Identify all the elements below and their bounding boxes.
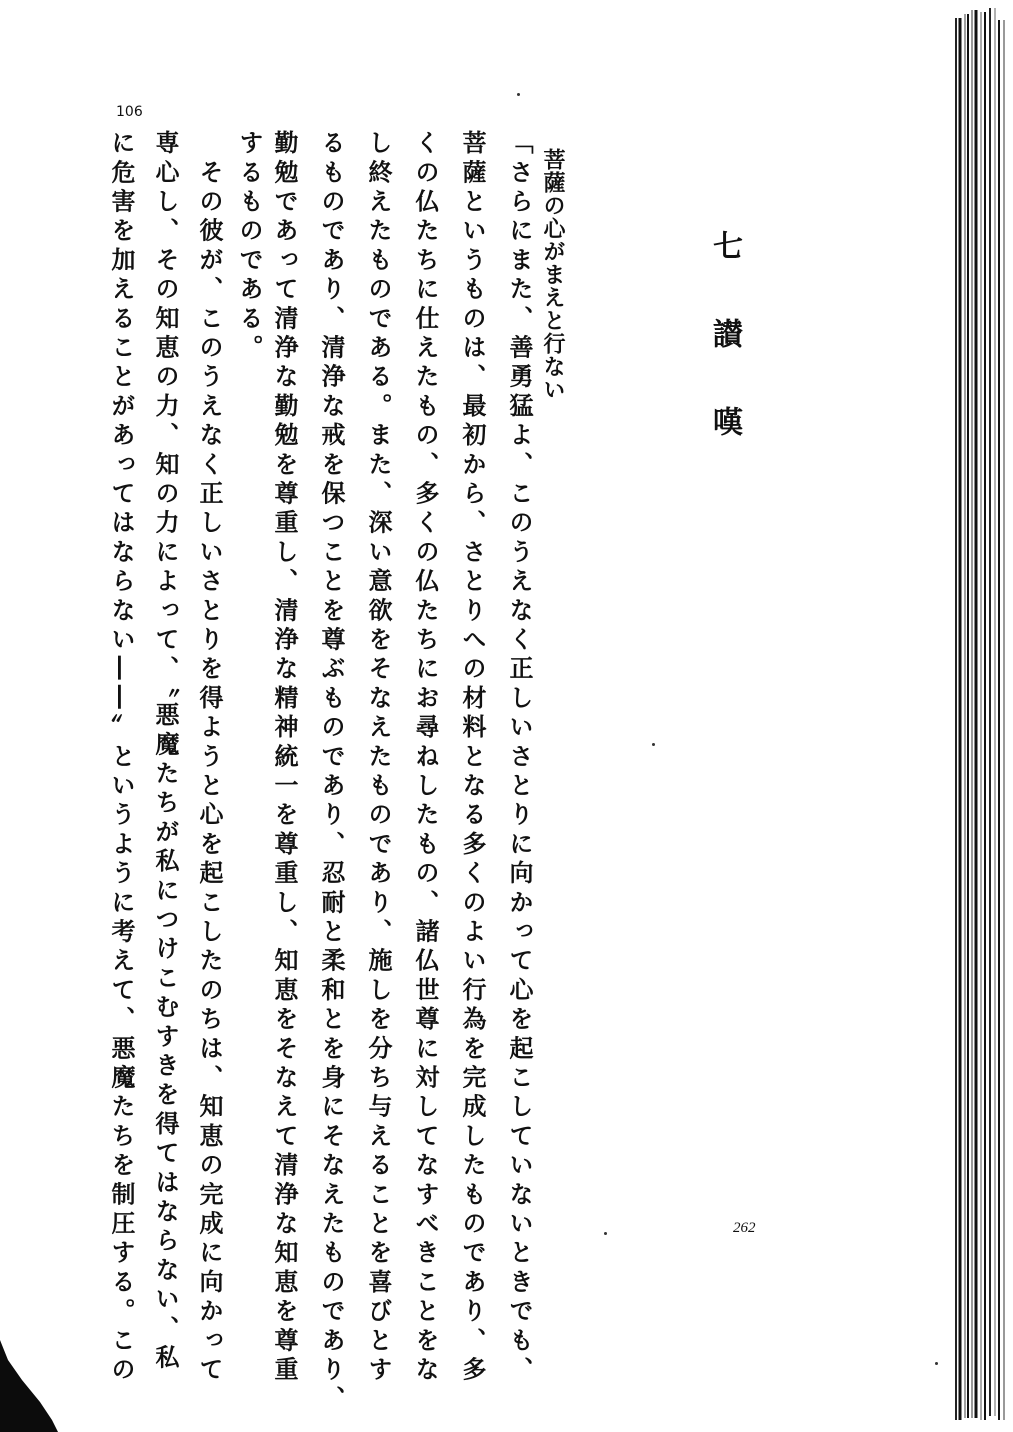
body-line-1: 「さらにまた、善勇猛よ、このうえなく正しいさとりに向かって心を起こしていないときでも、	[505, 130, 534, 1386]
body-line-6: 勤勉であって清浄な勤勉を尊重し、清浄な精神統一を尊重し、知恵をそなえて清浄な知恵を尊重	[270, 130, 299, 1386]
body-line-7: するものである。	[235, 130, 264, 364]
body-line-5: るものであり、清浄な戒を保つことを尊ぶものであり、忍耐と柔和とを身にそなえたものであり、	[317, 130, 346, 1415]
body-line-9: 専心し、その知恵の力、知の力によって、〝悪魔たちが私につけこむすきを得てはならない、私	[151, 130, 180, 1374]
scan-speck	[935, 1362, 938, 1365]
page-number-left: 106	[116, 104, 143, 120]
body-line-4: し終えたものである。また、深い意欲をそなえたものであり、施しを分ち与えることを喜びとす	[364, 130, 393, 1386]
page-number-right: 262	[733, 1220, 756, 1236]
body-line-8: その彼が、このうえなく正しいさとりを得ようと心を起こしたのちは、知恵の完成に向かって	[195, 130, 224, 1386]
body-line-10: に危害を加えることがあってはならない――〟というように考えて、悪魔たちを制圧する。この	[107, 130, 136, 1386]
scan-speck	[517, 93, 520, 96]
scan-corner-shadow	[0, 1340, 60, 1432]
section-heading: 菩薩の心がまえと行ない	[540, 148, 566, 401]
body-line-2: 菩薩というものは、最初から、さとりへの材料となる多くのよい行為を完成したものであり、多	[458, 130, 487, 1386]
page-edge-stripes	[940, 0, 1013, 1432]
scan-speck	[604, 1232, 607, 1235]
body-line-3: くの仏たちに仕えたもの、多くの仏たちにお尋ねしたもの、諸仏世尊に対してなすべきことをな	[411, 130, 440, 1386]
scan-speck	[652, 743, 655, 746]
chapter-title: 七 讃 嘆	[707, 230, 742, 450]
